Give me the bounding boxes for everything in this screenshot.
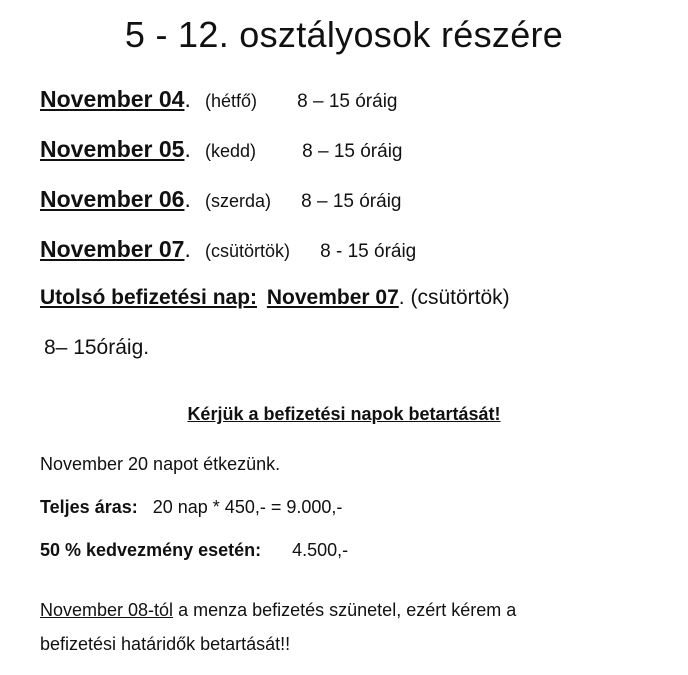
schedule-weekday: (hétfő) — [204, 91, 258, 111]
meal-days-text: November 20 napot étkezünk. — [40, 454, 281, 474]
schedule-row: November 07. (csütörtök) 8 - 15 óráig — [40, 236, 417, 262]
last-payment-hours: 8– 15óráig. — [44, 336, 150, 359]
last-payment-weekday: (csütörtök) — [410, 286, 510, 309]
last-payment-date: November 07 — [266, 286, 399, 309]
schedule-row: November 04. (hétfő) 8 – 15 óráig — [40, 86, 398, 112]
discount-label: 50 % kedvezmény esetén: — [40, 540, 262, 560]
full-price-value: 20 nap * 450,- = 9.000,- — [152, 497, 343, 517]
last-payment-label: Utolsó befizetési nap: — [40, 286, 258, 309]
schedule-weekday: (csütörtök) — [204, 241, 291, 261]
schedule-date: November 04 — [40, 86, 185, 112]
discount-row — [40, 540, 348, 561]
schedule-date: November 07 — [40, 236, 185, 262]
full-price-row — [40, 497, 342, 518]
schedule-date: November 06 — [40, 186, 185, 212]
notice-heading: Kérjük a befizetési napok betartását! — [187, 404, 501, 424]
schedule-weekday: (szerda) — [204, 191, 271, 211]
closing-text: a menza befizetés szünetel, ezért kérem a — [173, 600, 517, 620]
closing-date: November 08-tól — [40, 600, 174, 620]
page-title: 5 - 12. osztályosok részére — [124, 14, 564, 55]
schedule-date: November 05 — [40, 136, 185, 162]
schedule-time: 8 – 15 óráig — [297, 91, 398, 112]
schedule-row: November 06. (szerda) 8 – 15 óráig — [40, 186, 402, 212]
schedule-time: 8 - 15 óráig — [320, 241, 417, 262]
schedule-time: 8 – 15 óráig — [301, 191, 402, 212]
schedule-time: 8 – 15 óráig — [302, 141, 403, 162]
schedule-weekday: (kedd) — [204, 141, 257, 161]
discount-value: 4.500,- — [292, 540, 349, 560]
schedule-row: November 05. (kedd) 8 – 15 óráig — [40, 136, 403, 162]
closing-line-1 — [40, 600, 516, 621]
last-payment-day: Utolsó befizetési nap: November 07. (csütörtök) — [40, 286, 510, 309]
full-price-label: Teljes áras: — [40, 497, 138, 517]
closing-line-2: befizetési határidők betartását!! — [40, 634, 291, 654]
